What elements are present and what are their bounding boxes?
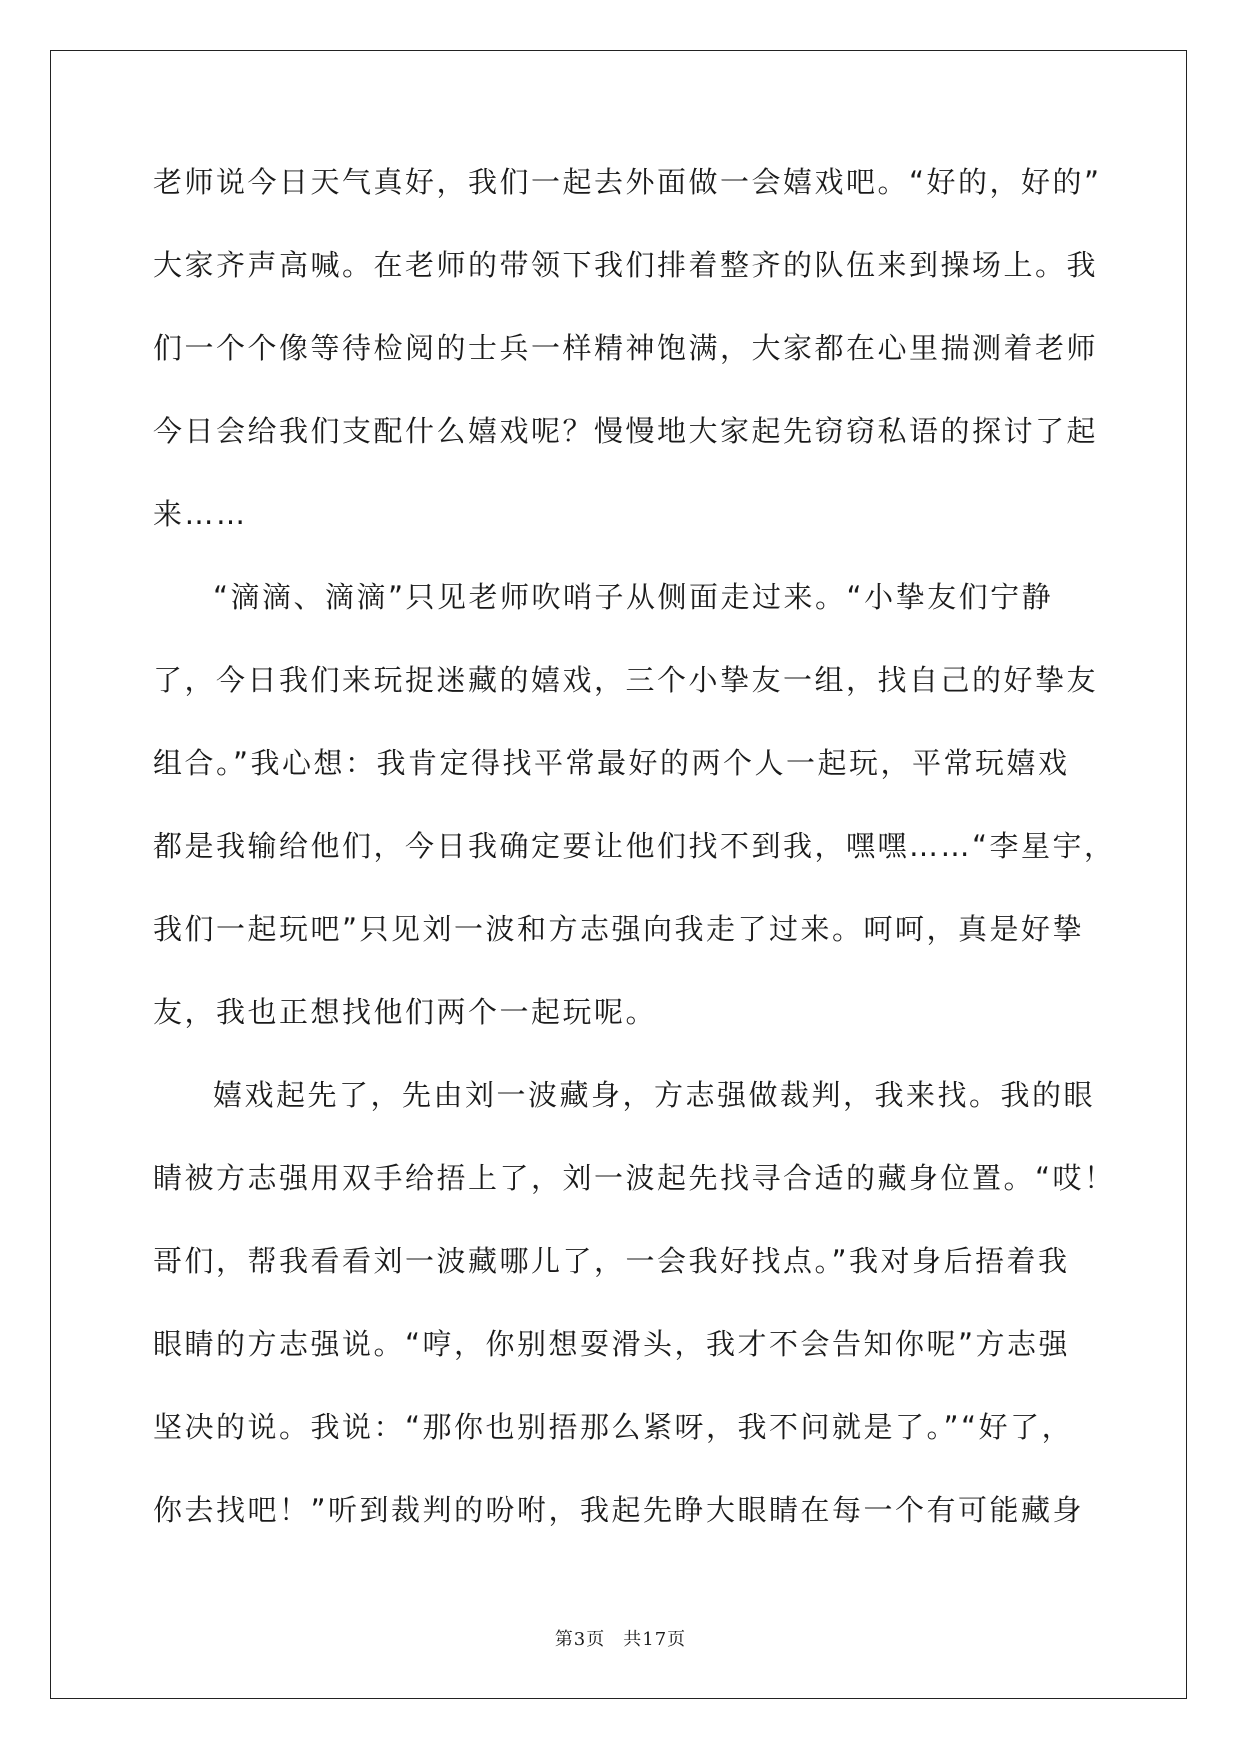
text-line: 老师说今日天气真好，我们一起去外面做一会嬉戏吧。“好的，好的” — [153, 165, 1102, 199]
text-line: 都是我输给他们，今日我确定要让他们找不到我，嘿嘿……“李星宇， — [153, 829, 1116, 863]
text-line: 组合。”我心想：我肯定得找平常最好的两个人一起玩，平常玩嬉戏 — [153, 746, 1070, 780]
text-line: 你去找吧！”听到裁判的吩咐，我起先睁大眼睛在每一个有可能藏身 — [153, 1493, 1085, 1527]
paragraph-start-line: “滴滴、滴滴”只见老师吹哨子从侧面走过来。“小挚友们宁静 — [213, 580, 1054, 614]
page-footer — [0, 1625, 1241, 1651]
text-line: 今日会给我们支配什么嬉戏呢？慢慢地大家起先窃窃私语的探讨了起 — [153, 414, 1099, 448]
text-line: 们一个个像等待检阅的士兵一样精神饱满，大家都在心里揣测着老师 — [153, 331, 1099, 365]
page-number: 第3页 — [554, 1629, 606, 1650]
text-line: 大家齐声高喊。在老师的带领下我们排着整齐的队伍来到操场上。我 — [153, 248, 1099, 282]
text-line: 坚决的说。我说：“那你也别捂那么紧呀，我不问就是了。”“好了， — [153, 1410, 1074, 1444]
text-line: 友，我也正想找他们两个一起玩呢。 — [153, 995, 658, 1029]
text-line: 我们一起玩吧”只见刘一波和方志强向我走了过来。呵呵，真是好挚 — [153, 912, 1085, 946]
text-line: 睛被方志强用双手给捂上了，刘一波起先找寻合适的藏身位置。“哎！ — [153, 1161, 1116, 1195]
text-line: 来…… — [153, 497, 248, 531]
page-border — [50, 50, 1187, 1699]
text-line: 眼睛的方志强说。“哼，你别想耍滑头，我才不会告知你呢”方志强 — [153, 1327, 1071, 1361]
text-line: 哥们，帮我看看刘一波藏哪儿了，一会我好找点。”我对身后捂着我 — [153, 1244, 1070, 1278]
text-line: 了，今日我们来玩捉迷藏的嬉戏，三个小挚友一组，找自己的好挚友 — [153, 663, 1099, 697]
paragraph-start-line: 嬉戏起先了，先由刘一波藏身，方志强做裁判，我来找。我的眼 — [213, 1078, 1096, 1112]
page-total: 共17页 — [623, 1629, 687, 1650]
